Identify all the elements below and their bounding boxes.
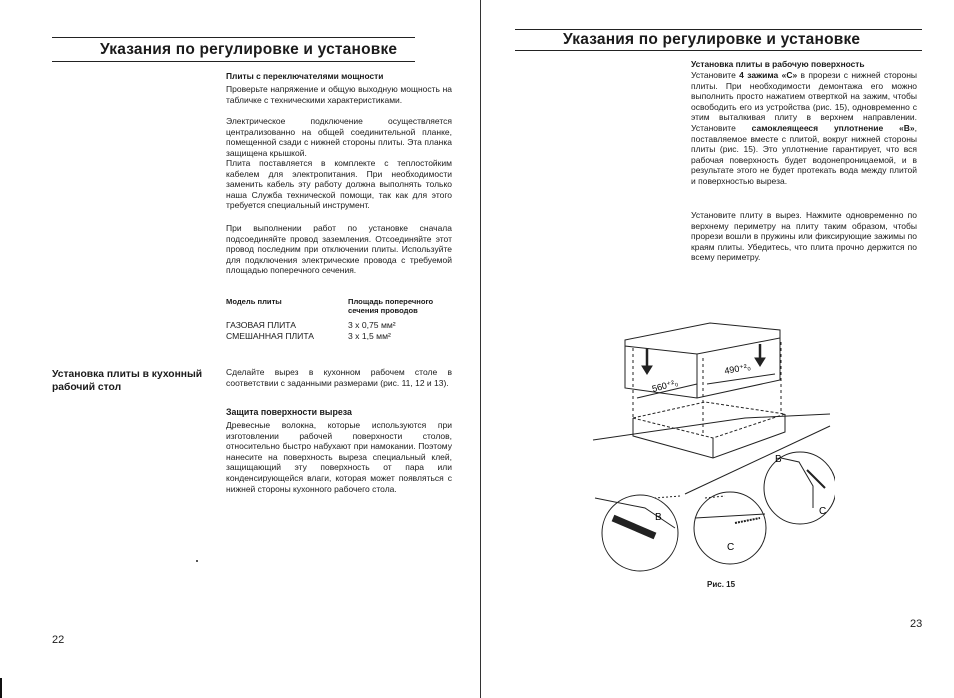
table-row <box>226 320 296 330</box>
text-run-bold: самоклеящееся уплотнение «В» <box>751 122 915 133</box>
text-run: в прорези с нижней стороны плиты. При необходимости демонтажа его можно выполнить просто нажатием отверткой на зажим, чтобы освободить его из устройства (рис. 15), одновременно с этим выталкивая плиту в верхнем направлении. Установите <box>691 70 917 133</box>
text-run-bold: 4 зажима «С» <box>739 70 798 80</box>
scan-edge-mark <box>0 678 2 698</box>
paragraph: Установите плиту в вырез. Нажмите одновременно по верхнему периметру на плиту таким образом, чтобы прорези вошли в пружины или фиксирующие зажимы по краям плиты. Убедитесь, что плита прочно держится по всему периметру. <box>691 210 917 263</box>
page-divider <box>480 0 481 698</box>
page-title-right: Указания по регулировке и установке <box>563 31 861 48</box>
speck <box>196 560 198 562</box>
paragraph: Проверьте напряжение и общую выходную мощность на табличке с техническими характеристиками. <box>226 84 452 105</box>
paragraph: Древесные волокна, которые используются при изготовлении рабочей поверхности столов, относительно быстро набухают при намокании. Поэтому нанесите на поверхность выреза специальный клей, защищающий эту поверхность от пара или конденсирующейся влаги, которая может появляться с нижней стороны кухонного рабочего стола. <box>226 420 452 494</box>
paragraph: При выполнении работ по установке сначала подсоединяйте провод заземления. Отсоединяйте этот провод последним при отключении плиты. Используйте для подключения электрические провода с требуемой площадью поперечного сечения. <box>226 223 452 276</box>
cutout-outline <box>633 402 785 438</box>
header-rule-top-right <box>515 29 922 30</box>
table-header-model: Модель плиты <box>226 297 282 306</box>
dimension-label-490: 490⁺²₀ <box>723 361 752 376</box>
label-b-right: B <box>775 454 782 465</box>
worktop-edge <box>593 414 830 440</box>
header-rule-bottom-right <box>515 50 922 51</box>
page-title-left: Указания по регулировке и установке <box>100 41 398 58</box>
paragraph: Плита поставляется в комплекте с теплостойким кабелем для электропитания. При необходимости заменить кабель эту работу должна выполнять только наша Служба технической помощи, так как для этого требуется специальный инструмент. <box>226 158 452 211</box>
dimension-label-560: 560⁺²₀ <box>650 377 680 394</box>
figure-15-installation-diagram <box>585 318 835 580</box>
label-b-left: B <box>655 512 662 523</box>
figure-caption: Рис. 15 <box>707 580 736 589</box>
paragraph: Сделайте вырез в кухонном рабочем столе в соответствии с заданными размерами (рис. 11, 12 и 13). <box>226 367 452 388</box>
table-cell-model: ГАЗОВАЯ ПЛИТА <box>226 320 296 330</box>
paragraph <box>691 70 917 187</box>
subheading-cutout-protection: Защита поверхности выреза <box>226 407 352 417</box>
table-header-section: Площадь поперечного сечения проводов <box>348 297 434 315</box>
side-heading-installation: Установка плиты в кухонный рабочий стол <box>52 369 203 393</box>
page-number-left: 22 <box>52 634 65 646</box>
table-cell-section: 3 x 0,75 мм² <box>348 320 396 330</box>
page-number-right: 23 <box>910 618 923 630</box>
text-run: Установите <box>691 70 740 80</box>
label-c-middle: C <box>727 542 735 553</box>
table-cell-section: 3 x 1,5 мм² <box>348 331 391 341</box>
header-rule-top-left <box>52 37 415 38</box>
subheading-hob-installation: Установка плиты в рабочую поверхность <box>691 59 865 69</box>
label-c-right: C <box>819 506 827 517</box>
dimension-line-width <box>707 374 775 384</box>
table-row <box>226 331 314 341</box>
detail-circle-middle <box>694 492 766 564</box>
header-rule-bottom-left <box>52 61 415 62</box>
table-cell-model: СМЕШАННАЯ ПЛИТА <box>226 331 315 341</box>
text-run: , поставляемое вместе с плитой, вокруг нижней стороны плиты (рис. 15). Это уплотнение гарантирует, что вся рабочая поверхность будет водонепроницаемой, и в результате этого не будет протекать вода между плитой и поверхностью выреза. <box>691 122 917 186</box>
paragraph: Электрическое подключение осуществляется централизованно на общей соединительной планке, помещенной сзади с нижней стороны плиты. Эта планка защищена крышкой. <box>226 116 452 158</box>
subheading-power-switch-hobs: Плиты с переключателями мощности <box>226 71 384 81</box>
